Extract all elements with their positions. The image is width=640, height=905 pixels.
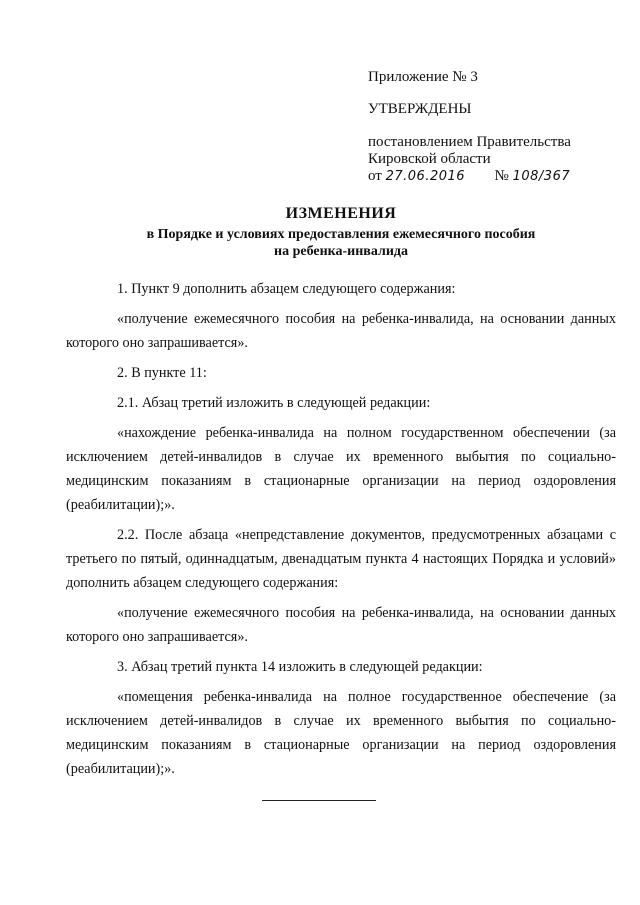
document-subtitle-line-2: на ребенка-инвалида: [274, 244, 408, 259]
closing-rule: [262, 800, 376, 801]
handwritten-date: 27.06.2016: [385, 169, 466, 184]
date-number-line: [368, 167, 570, 186]
paragraph-5: «нахождение ребенка-инвалида на полном государственном обеспечении (за исключением детей-инвалидов в случае их временного выбытия по социально-медицинским показаниям в стационарные организации на период оздоровления (реабилитации);».: [66, 425, 616, 513]
paragraph-9: «помещения ребенка-инвалида на полное государственное обеспечение (за исключением детей-инвалидов в случае их временного выбытия по социально-медицинским показаниям в стационарные организации на период оздоровления (реабилитации);».: [66, 689, 616, 777]
resolution-line-2: Кировской области: [368, 151, 491, 167]
paragraph-7: «получение ежемесячного пособия на ребенка-инвалида, на основании данных которого оно запрашивается».: [66, 605, 616, 645]
paragraph-1: 1. Пункт 9 дополнить абзацем следующего содержания:: [117, 281, 456, 297]
document-subtitle-line-1: в Порядке и условиях предоставления ежемесячного пособия: [146, 227, 536, 242]
approved-label: УТВЕРЖДЕНЫ: [368, 101, 472, 117]
resolution-line-1: постановлением Правительства: [368, 134, 571, 150]
paragraph-8: 3. Абзац третий пункта 14 изложить в следующей редакции:: [117, 659, 483, 675]
appendix-label: Приложение № 3: [368, 69, 478, 85]
paragraph-2: «получение ежемесячного пособия на ребенка-инвалида, на основании данных которого оно запрашивается».: [66, 311, 616, 351]
paragraph-6: 2.2. После абзаца «непредставление документов, предусмотренных абзацами с третьего по пятый, одиннадцатым, двенадцатым пункта 4 настоящих Порядка и условий» дополнить абзацем следующего содержания:: [66, 527, 616, 591]
handwritten-number: 108/367: [512, 169, 571, 184]
document-body: [66, 277, 616, 781]
paragraph-4: 2.1. Абзац третий изложить в следующей редакции:: [117, 395, 431, 411]
number-prefix: №: [494, 168, 509, 184]
paragraph-3: 2. В пункте 11:: [117, 365, 207, 381]
document-title: ИЗМЕНЕНИЯ: [285, 205, 397, 222]
date-prefix: от: [368, 168, 382, 184]
